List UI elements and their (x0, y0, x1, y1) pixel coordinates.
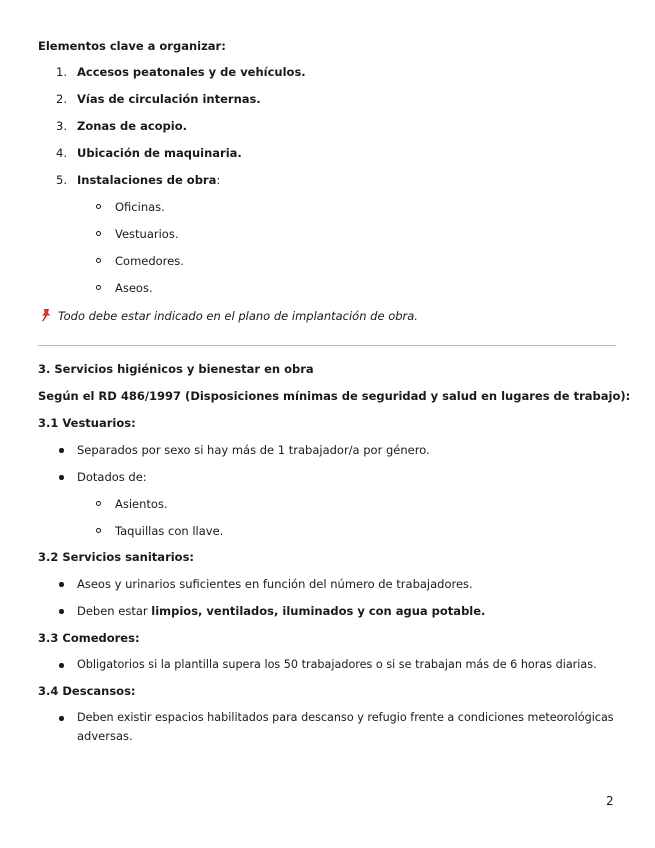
list-number: 1. (56, 65, 67, 79)
disc-bullet-icon (59, 663, 64, 668)
subsection-heading-vestuarios: 3.1 Vestuarios: (38, 416, 136, 430)
subsection-heading-comedores: 3.3 Comedores: (38, 631, 140, 645)
circle-bullet-icon (96, 285, 101, 290)
list-item: Aseos. (115, 281, 153, 295)
list-item: Taquillas con llave. (115, 524, 224, 538)
circle-bullet-icon (96, 258, 101, 263)
disc-bullet-icon (59, 475, 64, 480)
elements-heading: Elementos clave a organizar: (38, 39, 226, 53)
list-text: Instalaciones de obra: (77, 173, 221, 187)
section-intro: Según el RD 486/1997 (Disposiciones mínimas de seguridad y salud en lugares de trabajo): (38, 389, 631, 403)
list-item: Vestuarios. (115, 227, 179, 241)
circle-bullet-icon (96, 528, 101, 533)
circle-bullet-icon (96, 501, 101, 506)
list-number: 2. (56, 92, 67, 106)
subsection-heading-sanitarios: 3.2 Servicios sanitarios: (38, 550, 195, 564)
page-number: 2 (606, 794, 614, 808)
list-item: Asientos. (115, 497, 168, 511)
list-text: Ubicación de maquinaria. (77, 146, 242, 160)
section-title: 3. Servicios higiénicos y bienestar en obra (38, 362, 314, 376)
disc-bullet-icon (59, 448, 64, 453)
disc-bullet-icon (59, 609, 64, 614)
list-text: Accesos peatonales y de vehículos. (77, 65, 306, 79)
list-item: Comedores. (115, 254, 184, 268)
list-item: Oficinas. (115, 200, 165, 214)
list-item: Obligatorios si la plantilla supera los 50 trabajadores o si se trabajan más de 6 horas diarias. (77, 658, 597, 671)
pushpin-icon (40, 308, 52, 322)
list-number: 3. (56, 119, 67, 133)
list-number: 5. (56, 173, 67, 187)
circle-bullet-icon (96, 204, 101, 209)
disc-bullet-icon (59, 716, 64, 721)
section-divider (38, 345, 616, 346)
list-item: Dotados de: (77, 470, 147, 484)
list-item: Deben existir espacios habilitados para descanso y refugio frente a condiciones meteorológicas (77, 711, 614, 724)
disc-bullet-icon (59, 582, 64, 587)
list-item-continuation: adversas. (77, 729, 133, 743)
list-text: Zonas de acopio. (77, 119, 187, 133)
list-text: Vías de circulación internas. (77, 92, 261, 106)
circle-bullet-icon (96, 231, 101, 236)
list-item: Deben estar limpios, ventilados, iluminados y con agua potable. (77, 604, 486, 618)
note-text: Todo debe estar indicado en el plano de implantación de obra. (58, 309, 418, 323)
list-number: 4. (56, 146, 67, 160)
list-item: Aseos y urinarios suficientes en función del número de trabajadores. (77, 577, 473, 591)
list-item: Separados por sexo si hay más de 1 trabajador/a por género. (77, 443, 430, 457)
subsection-heading-descansos: 3.4 Descansos: (38, 684, 136, 698)
